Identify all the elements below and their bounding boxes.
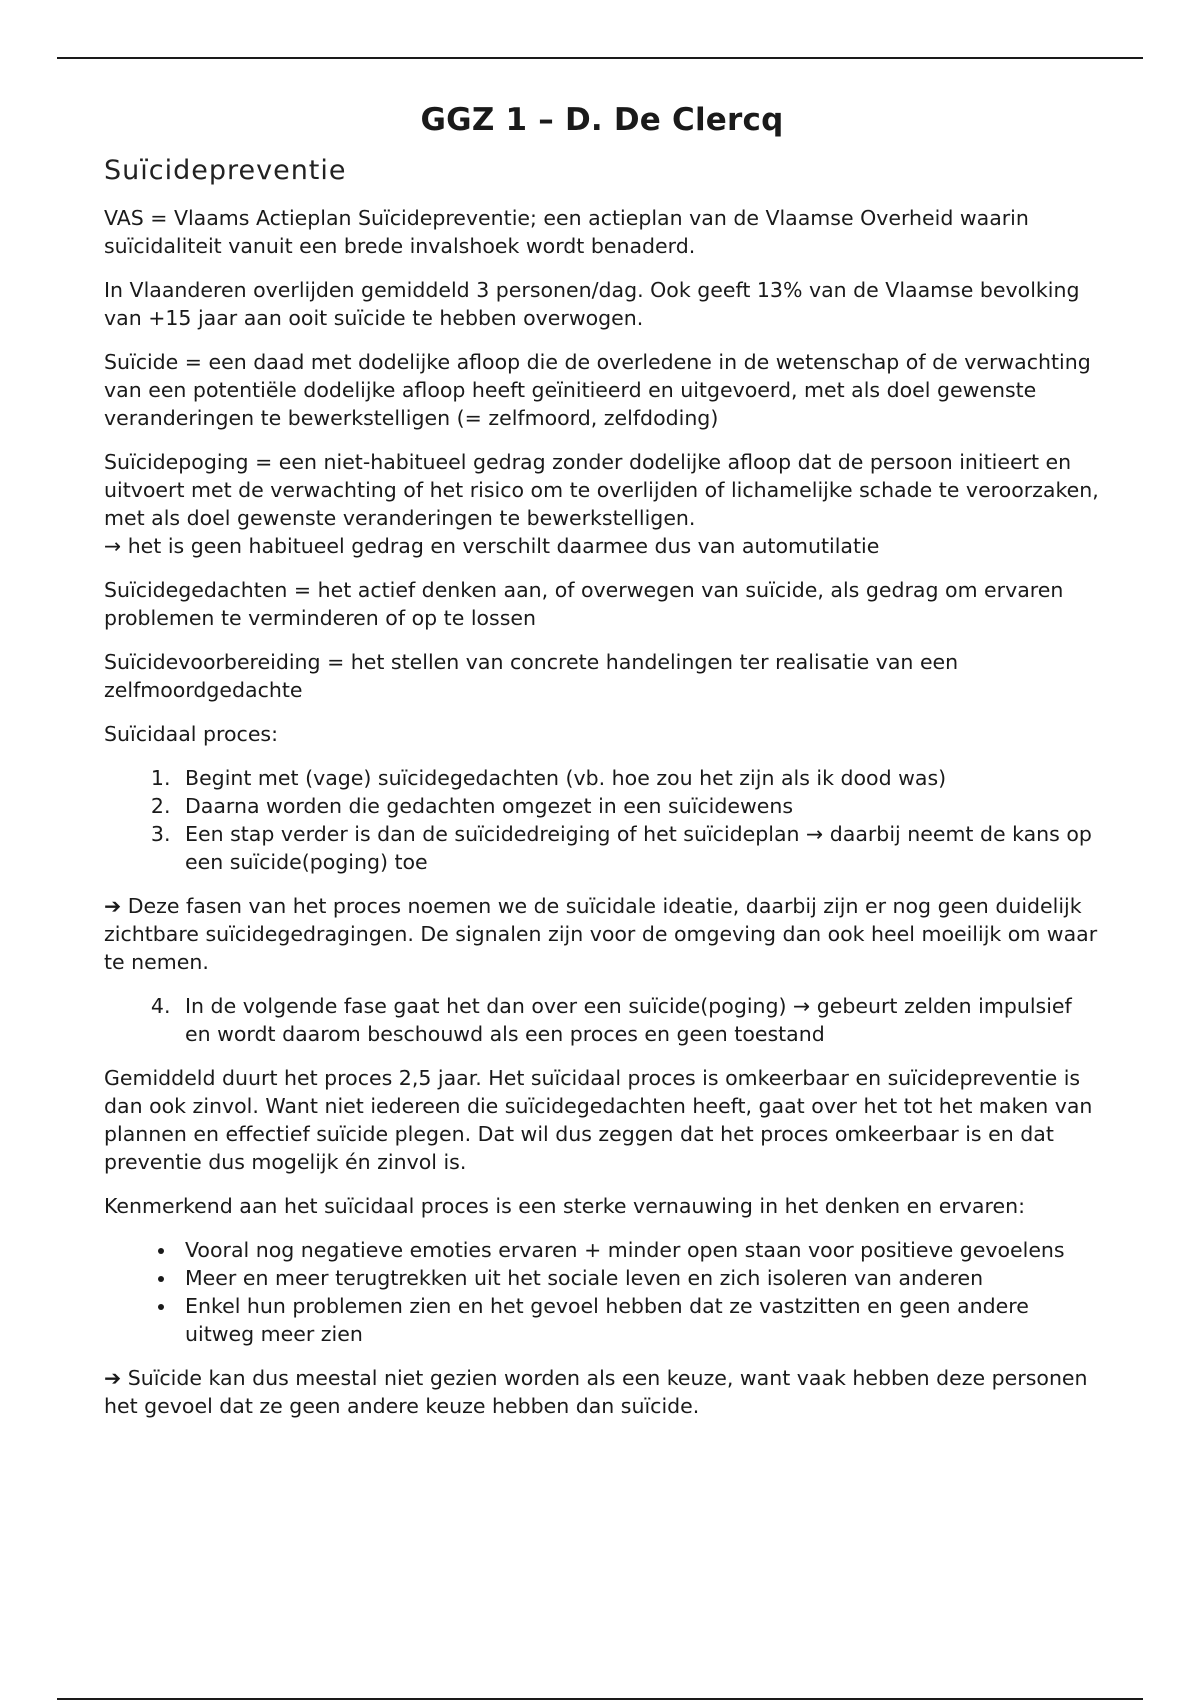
poging-note: → het is geen habitueel gedrag en verschilt daarmee dus van automutilatie <box>104 534 880 558</box>
list-item: • Meer en meer terugtrekken uit het sociale leven en zich isoleren van anderen <box>177 1264 1100 1292</box>
proces-step-4-list <box>104 992 1100 1048</box>
paragraph-gedachten-definition: Suïcidegedachten = het actief denken aan, of overwegen van suïcide, als gedrag om ervaren problemen te verminderen of op te lossen <box>104 578 1064 630</box>
vernauwing-bullet-list <box>104 1236 1100 1348</box>
document-body <box>104 96 1100 1436</box>
paragraph-voorbereiding-definition: Suïcidevoorbereiding = het stellen van concrete handelingen ter realisatie van een zelfmoordgedachte <box>104 650 959 702</box>
header-rule <box>57 57 1143 59</box>
poging-definition-text: Suïcidepoging = een niet-habitueel gedrag zonder dodelijke afloop dat de persoon initieert en uitvoert met de verwachting of het risico om te overlijden of lichamelijke schade te veroorzaken, met als doel gewenste veranderingen te bewerkstelligen. <box>104 450 1099 530</box>
paragraph-kenmerkend: Kenmerkend aan het suïcidaal proces is een sterke vernauwing in het denken en ervaren: <box>104 1194 1025 1218</box>
document-title: GGZ 1 – D. De Clercq <box>420 102 784 138</box>
list-item: 4. In de volgende fase gaat het dan over een suïcide(poging) → gebeurt zelden impulsief en wordt daarom beschouwd als een proces en geen toestand <box>177 992 1100 1048</box>
paragraph-vas: VAS = Vlaams Actieplan Suïcidepreventie; een actieplan van de Vlaamse Overheid waarin suïcidaliteit vanuit een brede invalshoek wordt benaderd. <box>104 206 1029 258</box>
proces-steps-list <box>104 764 1100 876</box>
paragraph-proces-intro: Suïcidaal proces: <box>104 722 279 746</box>
paragraph-duur: Gemiddeld duurt het proces 2,5 jaar. Het suïcidaal proces is omkeerbaar en suïcidepreventie is dan ook zinvol. Want niet iedereen die suïcidegedachten heeft, gaat over het tot het maken van plannen en effectief suïcide plegen. Dat wil dus zeggen dat het proces omkeerbaar is en dat preventie dus mogelijk én zinvol is. <box>104 1066 1093 1174</box>
paragraph-conclusie: ➔ Suïcide kan dus meestal niet gezien worden als een keuze, want vaak hebben deze personen het gevoel dat ze geen andere keuze hebben dan suïcide. <box>104 1366 1088 1418</box>
list-item: 3. Een stap verder is dan de suïcidedreiging of het suïcideplan → daarbij neemt de kans op een suïcide(poging) toe <box>177 820 1100 876</box>
paragraph-suicide-definition: Suïcide = een daad met dodelijke afloop die de overledene in de wetenschap of de verwachting van een potentiële dodelijke afloop heeft geïnitieerd en uitgevoerd, met als doel gewenste veranderingen te bewerkstelligen (= zelfmoord, zelfdoding) <box>104 350 1091 430</box>
section-heading: Suïcidepreventie <box>104 155 347 186</box>
list-item: • Enkel hun problemen zien en het gevoel hebben dat ze vastzitten en geen andere uitweg meer zien <box>177 1292 1100 1348</box>
list-item: 2. Daarna worden die gedachten omgezet in een suïcidewens <box>177 792 1100 820</box>
list-item: • Vooral nog negatieve emoties ervaren + minder open staan voor positieve gevoelens <box>177 1236 1100 1264</box>
paragraph-ideatie: ➔ Deze fasen van het proces noemen we de suïcidale ideatie, daarbij zijn er nog geen duidelijk zichtbare suïcidegedragingen. De signalen zijn voor de omgeving dan ook heel moeilijk om waar te nemen. <box>104 894 1098 974</box>
list-item: 1. Begint met (vage) suïcidegedachten (vb. hoe zou het zijn als ik dood was) <box>177 764 1100 792</box>
paragraph-stats: In Vlaanderen overlijden gemiddeld 3 personen/dag. Ook geeft 13% van de Vlaamse bevolking van +15 jaar aan ooit suïcide te hebben overwogen. <box>104 278 1080 330</box>
paragraph-poging-definition <box>104 448 1100 560</box>
